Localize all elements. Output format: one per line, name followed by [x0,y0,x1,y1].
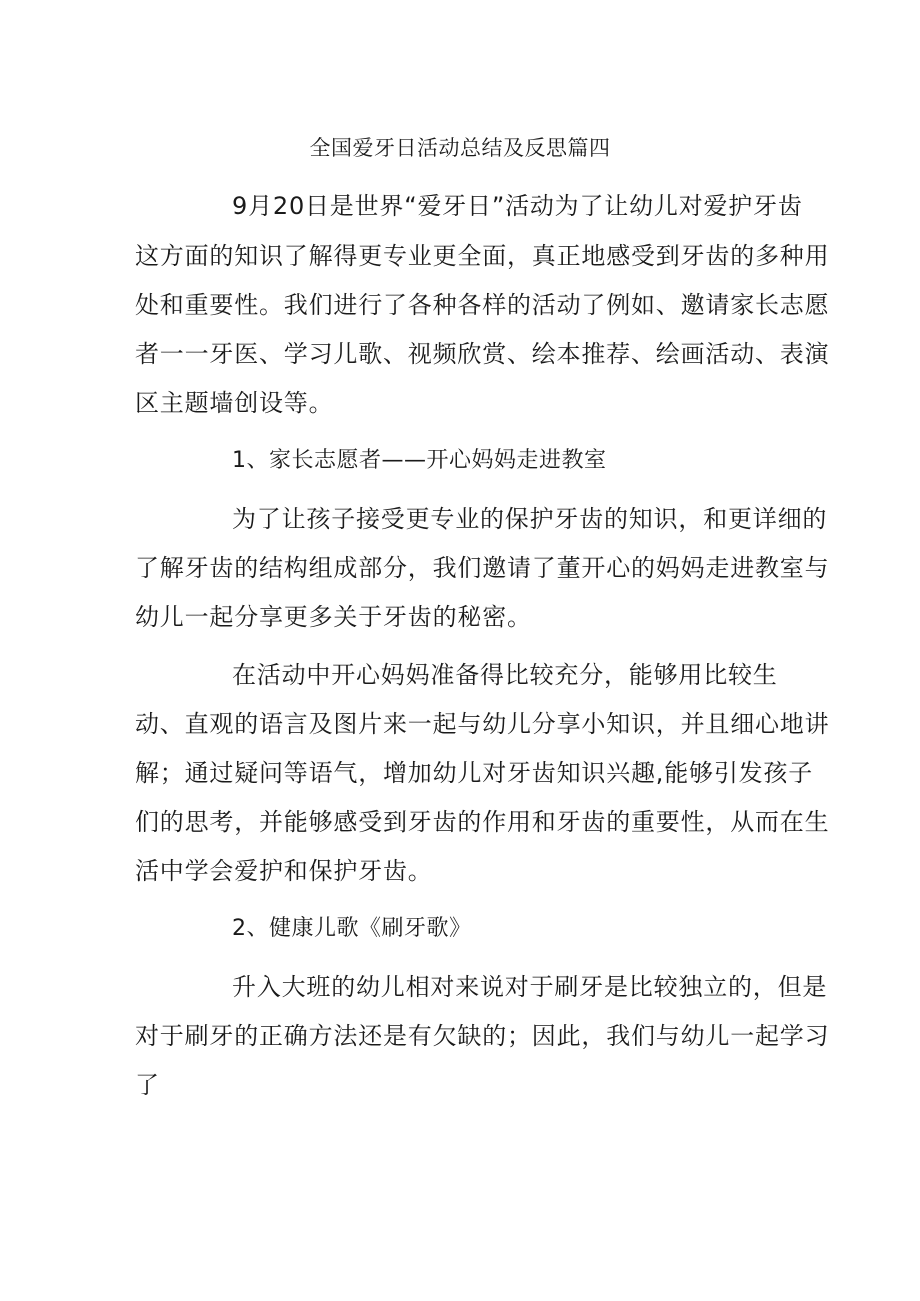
paragraph-1-line-4: 者一一牙医、学习儿歌、视频欣赏、绘本推荐、绘画活动、表演 [135,340,830,368]
paragraph-1-line-3: 处和重要性。我们进行了各种各样的活动了例如、邀请家长志愿 [135,291,830,319]
paragraph-3-line-3: 解；通过疑问等语气，增加幼儿对牙齿知识兴趣,能够引发孩子 [135,759,814,787]
section-heading-1: 1、家长志愿者——开心妈妈走进教室 [232,448,607,473]
paragraph-2-line-2: 了解牙齿的结构组成部分，我们邀请了董开心的妈妈走进教室与 [135,554,830,582]
paragraph-2-line-1: 为了让孩子接受更专业的保护牙齿的知识，和更详细的 [232,505,828,533]
paragraph-1-line-5: 区主题墙创设等。 [135,389,334,417]
paragraph-4-line-3: 了 [135,1071,160,1099]
paragraph-4-line-2: 对于刷牙的正确方法还是有欠缺的；因此，我们与幼儿一起学习 [135,1022,830,1050]
paragraph-3-line-4: 们的思考，并能够感受到牙齿的作用和牙齿的重要性，从而在生 [135,808,830,836]
paragraph-1-line-2: 这方面的知识了解得更专业更全面，真正地感受到牙齿的多种用 [135,242,830,270]
paragraph-4-line-1: 升入大班的幼儿相对来说对于刷牙是比较独立的，但是 [232,973,828,1001]
document-title: 全国爱牙日活动总结及反思篇四 [309,136,611,160]
paragraph-3-line-1: 在活动中开心妈妈准备得比较充分，能够用比较生 [232,661,778,689]
paragraph-1-line-1: 9月20日是世界“爱牙日”活动为了让幼儿对爱护牙齿 [232,192,803,220]
paragraph-3-line-5: 活中学会爱护和保护牙齿。 [135,857,433,885]
section-heading-2: 2、健康儿歌《刷牙歌》 [232,916,472,941]
paragraph-3-line-2: 动、直观的语言及图片来一起与幼儿分享小知识，并且细心地讲 [135,710,830,738]
paragraph-2-line-3: 幼儿一起分享更多关于牙齿的秘密。 [135,603,532,631]
